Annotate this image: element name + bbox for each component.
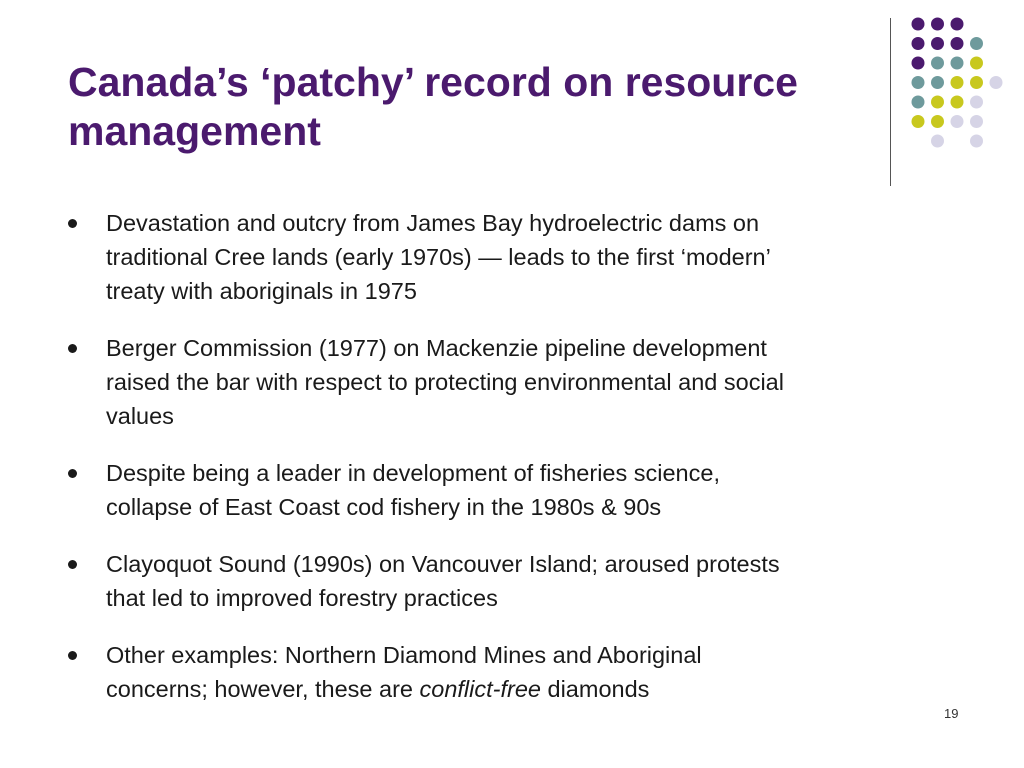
- bullet-text-line: Other examples: Northern Diamond Mines and Aboriginal: [106, 642, 702, 668]
- decorative-dot: [912, 76, 925, 89]
- decorative-dot: [931, 96, 944, 109]
- decorative-dot: [970, 115, 983, 128]
- bullet-text-line: raised the bar with respect to protecting environmental and social: [106, 369, 784, 395]
- decorative-dot: [970, 96, 983, 109]
- bullet-text-line: Devastation and outcry from James Bay hydroelectric dams on: [106, 210, 760, 236]
- slide-title-line: management: [68, 108, 321, 154]
- bullet-item: [68, 331, 948, 433]
- decorative-dot-grid: [0, 0, 1024, 200]
- decorative-dot: [912, 115, 925, 128]
- decorative-dot: [912, 57, 925, 70]
- decorative-dot: [931, 37, 944, 50]
- bullet-text-line: treaty with aboriginals in 1975: [106, 278, 417, 304]
- bullet-text-line: traditional Cree lands (early 1970s) — leads to the first ‘modern’: [106, 244, 771, 270]
- bullet-marker: [68, 469, 77, 478]
- bullet-text-prefix: concerns; however, these are: [106, 676, 420, 702]
- bullet-item: [68, 547, 948, 615]
- decorative-dot: [912, 18, 925, 31]
- page-number: 19: [944, 706, 959, 721]
- decorative-dot: [951, 76, 964, 89]
- bullet-text-suffix: diamonds: [540, 676, 650, 702]
- decorative-dot: [990, 76, 1003, 89]
- bullet-text-line: that led to improved forestry practices: [106, 585, 498, 611]
- decorative-dot: [951, 96, 964, 109]
- bullet-marker: [68, 651, 77, 660]
- bullet-list: [68, 206, 948, 729]
- decorative-dot: [931, 76, 944, 89]
- bullet-text-line: collapse of East Coast cod fishery in the 1980s & 90s: [106, 494, 662, 520]
- decorative-dot: [951, 57, 964, 70]
- decorative-dot: [912, 37, 925, 50]
- decorative-dot: [970, 135, 983, 148]
- slide-title-line: Canada’s ‘patchy’ record on resource: [68, 59, 798, 105]
- bullet-text-line: [106, 672, 948, 706]
- bullet-text-line: values: [106, 403, 174, 429]
- bullet-text-line: Despite being a leader in development of fisheries science,: [106, 460, 720, 486]
- bullet-text-emphasis: conflict-free: [419, 676, 541, 702]
- decorative-dot: [970, 57, 983, 70]
- decorative-dot: [951, 18, 964, 31]
- decorative-dot: [970, 76, 983, 89]
- decorative-dot: [951, 37, 964, 50]
- decorative-dot: [931, 115, 944, 128]
- bullet-item: [68, 456, 948, 524]
- bullet-marker: [68, 560, 77, 569]
- decorative-dot: [912, 96, 925, 109]
- bullet-marker: [68, 219, 77, 228]
- decorative-dot: [951, 115, 964, 128]
- decorative-dot: [931, 57, 944, 70]
- bullet-item: [68, 206, 948, 308]
- decorative-dot: [970, 37, 983, 50]
- decorative-dot: [931, 135, 944, 148]
- bullet-marker: [68, 344, 77, 353]
- bullet-text-line: Clayoquot Sound (1990s) on Vancouver Island; aroused protests: [106, 551, 780, 577]
- bullet-text-line: Berger Commission (1977) on Mackenzie pipeline development: [106, 335, 767, 361]
- decorative-dot: [931, 18, 944, 31]
- bullet-item: [68, 638, 948, 706]
